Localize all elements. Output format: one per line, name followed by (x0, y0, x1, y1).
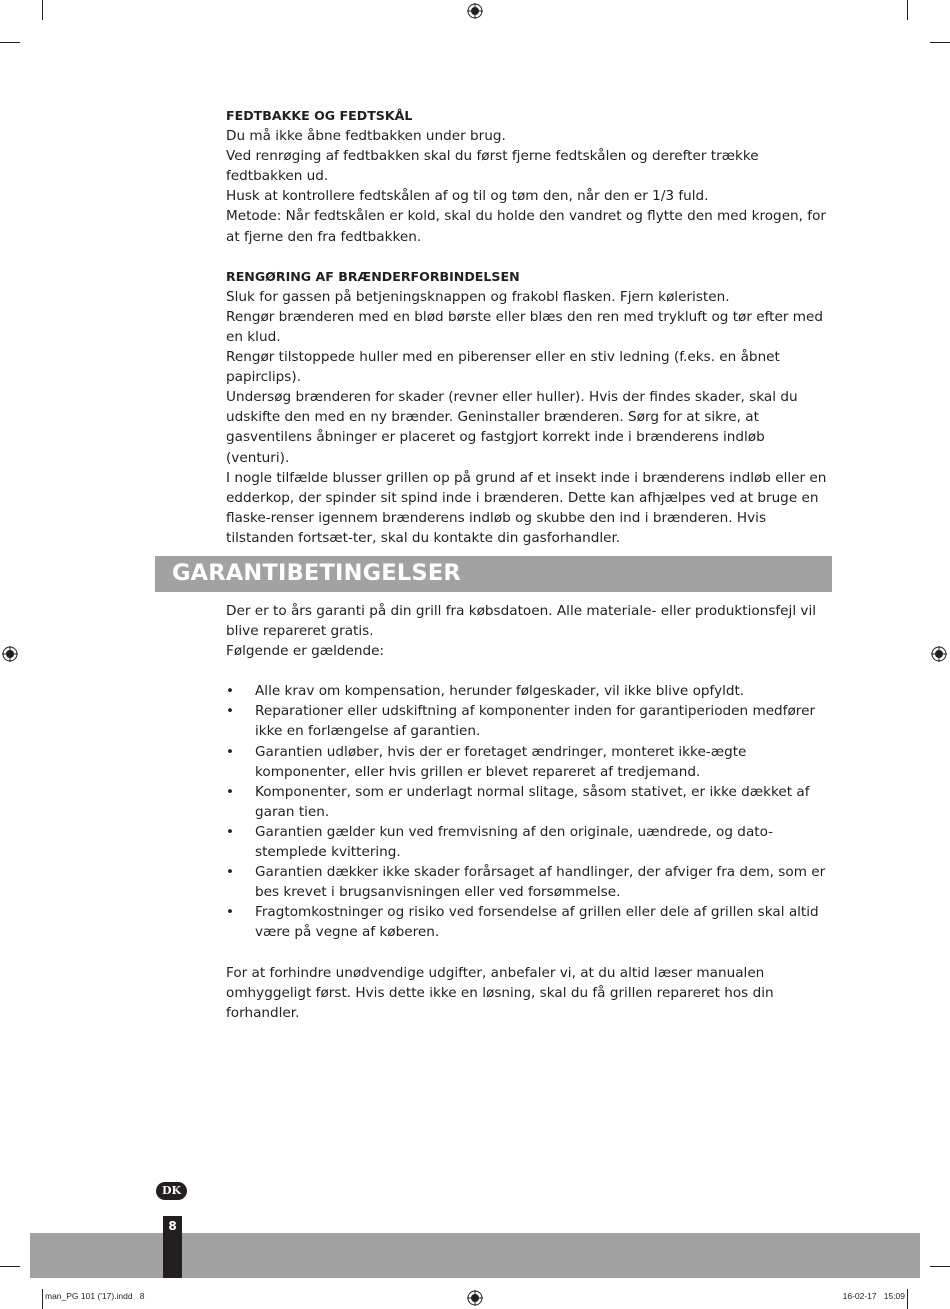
list-item (226, 822, 832, 862)
bullet-icon: • (226, 904, 235, 921)
paragraph: Ved renrøging af fedtbakken skal du først fjerne fedtskålen og derefter trække fedtbakken ud. (226, 148, 759, 185)
bullet-icon: • (226, 823, 235, 840)
list-item (226, 862, 832, 902)
list-item (226, 742, 832, 782)
registration-mark-icon (2, 646, 18, 662)
slug-filename: man_PG 101 ('17).indd 8 (45, 1291, 145, 1301)
bullet-icon: • (226, 864, 235, 881)
paragraph: Der er to års garanti på din grill fra købsdatoen. Alle materiale- eller produktionsfejl vil blive repareret gratis. (226, 603, 817, 640)
warranty-title: GARANTIBETINGELSER (172, 560, 461, 586)
paragraph: Følgende er gældende: (226, 643, 385, 660)
paragraph: I nogle tilfælde blusser grillen op på grund af et insekt inde i brænderens indløb eller en edderkop, der spinder sit spind inde i brænderen. Dette kan afhjælpes ved at bruge en flaske-renser igennem brænderens indløb og skubbe den ind i brænderen. Hvis tilstanden fortsæt-ter, skal du kontakte din gasforhandler. (226, 469, 827, 546)
list-item-text: Garantien gælder kun ved fremvisning af den originale, uændrede, og dato-stemplede kvittering. (255, 823, 774, 861)
crop-mark (0, 1266, 20, 1267)
paragraph: Husk at kontrollere fedtskålen af og til og tøm den, når den er 1/3 fuld. (226, 188, 709, 205)
list-item-text: Garantien udløber, hvis der er foretaget ændringer, monteret ikke-ægte komponenter, eller hvis grillen er blevet repareret af tredjemand. (255, 743, 747, 780)
spacer (226, 247, 832, 267)
list-item-text: Garantien dækker ikke skader forårsaget af handlinger, der afviger fra dem, som er bes krevet i brugsanvisningen eller ved forsømmelse. (255, 864, 826, 901)
registration-mark-icon (931, 646, 947, 662)
list-item (226, 902, 832, 942)
registration-mark-icon (467, 1290, 483, 1306)
section-heading: FEDTBAKKE OG FEDTSKÅL (226, 108, 413, 123)
paragraph: Rengør tilstoppede huller med en piberenser eller en stiv ledning (f.eks. en åbnet papirclips). (226, 349, 780, 386)
crop-mark (0, 42, 20, 43)
crop-mark (42, 0, 43, 20)
list-item (226, 782, 832, 822)
section-heading: RENGØRING AF BRÆNDERFORBINDELSEN (226, 268, 520, 284)
registration-mark-icon (467, 3, 483, 19)
warranty-conditions-list (226, 681, 832, 942)
slug-date: 16-02-17 15:09 (842, 1291, 905, 1301)
list-item-text: Reparationer eller udskiftning af komponenter inden for garantiperioden medfører ikke en forlængelse af garantien. (255, 703, 816, 740)
paragraph: Sluk for gassen på betjeningsknappen og frakobl flasken. Fjern køleristen. (226, 288, 730, 305)
crop-mark (42, 1289, 43, 1309)
bullet-icon: • (226, 703, 235, 720)
warranty-title-bar (155, 556, 832, 592)
warranty-section (226, 601, 832, 1023)
language-badge: DK (156, 1182, 187, 1200)
bullet-icon: • (226, 743, 235, 760)
spacer (226, 661, 832, 681)
list-item-text: Fragtomkostninger og risiko ved forsendelse af grillen eller dele af grillen skal altid være på vegne af køberen. (255, 904, 819, 941)
list-item-text: Komponenter, som er underlagt normal slitage, såsom stativet, er ikke dækket af garan tien. (255, 783, 810, 820)
paragraph: Du må ikke åbne fedtbakken under brug. (226, 128, 506, 145)
page-number: 8 (168, 1219, 177, 1233)
bullet-icon: • (226, 683, 235, 700)
paragraph: For at forhindre unødvendige udgifter, anbefaler vi, at du altid læser manualen omhyggeligt først. Hvis dette ikke en løsning, skal du få grillen repareret hos din forhandler. (226, 964, 774, 1021)
crop-mark (907, 1289, 908, 1309)
list-item-text: Alle krav om kompensation, herunder følgeskader, vil ikke blive opfyldt. (255, 683, 745, 700)
spacer (226, 943, 832, 963)
list-item (226, 681, 832, 701)
paragraph: Metode: Når fedtskålen er kold, skal du holde den vandret og flytte den med krogen, for at fjerne den fra fedtbakken. (226, 208, 827, 245)
paragraph: Undersøg brænderen for skader (revner eller huller). Hvis der findes skader, skal du udskifte den med en ny brænder. Geninstaller brænderen. Sørg for at sikre, at gasventilens åbninger er placeret og fastgjort korrekt inde i brænderens indløb (venturi). (226, 389, 798, 466)
crop-mark (930, 1266, 950, 1267)
paragraph: Rengør brænderen med en blød børste eller blæs den ren med trykluft og tør efter med en klud. (226, 308, 824, 345)
crop-mark (907, 0, 908, 20)
list-item (226, 701, 832, 741)
maintenance-section (226, 106, 832, 548)
crop-mark (930, 42, 950, 43)
bullet-icon: • (226, 783, 235, 800)
